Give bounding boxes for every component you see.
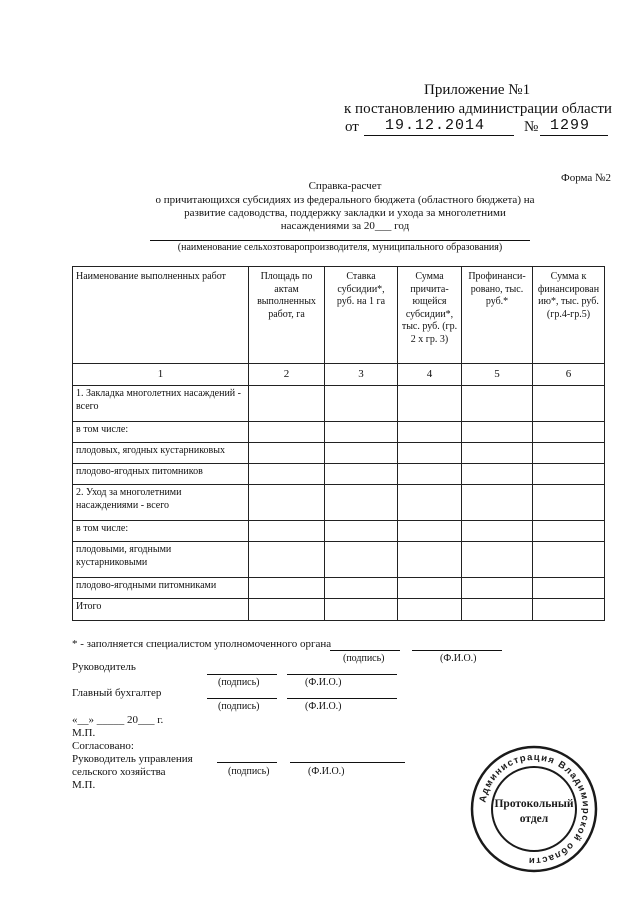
row-label: 2. Уход за многолетними насаждениями - всего <box>73 485 249 521</box>
signature-caption: (подпись) <box>218 701 260 712</box>
form-label: Форма №2 <box>561 172 612 184</box>
agreed-label: Согласовано: <box>72 740 134 752</box>
table-cell[interactable] <box>249 386 325 422</box>
name-caption: (Ф.И.О.) <box>440 653 477 664</box>
table-row <box>73 578 605 599</box>
table-cell[interactable] <box>325 578 398 599</box>
svg-text:Протокольный: Протокольный <box>494 798 574 810</box>
table-cell[interactable] <box>462 422 533 443</box>
table-cell[interactable] <box>462 542 533 578</box>
table-cell[interactable] <box>325 464 398 485</box>
col-header-subsidy: Сумма причита-ющейся субсидии*, тыс. руб. (гр. 2 х гр. 3) <box>398 267 462 364</box>
table-cell[interactable] <box>398 464 462 485</box>
table-cell[interactable] <box>533 542 605 578</box>
table-cell[interactable] <box>533 386 605 422</box>
table-cell[interactable] <box>325 542 398 578</box>
col-header-rate: Ставка субсидии*, руб. на 1 га <box>325 267 398 364</box>
table-cell[interactable] <box>325 599 398 621</box>
column-number: 3 <box>325 364 398 386</box>
head-signature-line[interactable] <box>217 762 277 763</box>
table-cell[interactable] <box>533 521 605 542</box>
svg-text:Администрация Владимирской обл: Администрация Владимирской области <box>477 751 592 867</box>
org-name-line <box>150 240 530 241</box>
table-cell[interactable] <box>462 578 533 599</box>
name-caption: (Ф.И.О.) <box>305 701 342 712</box>
head-label-line1: Руководитель управления <box>72 753 193 765</box>
row-label: плодово-ягодными питомниками <box>73 578 249 599</box>
column-number: 1 <box>73 364 249 386</box>
head-label-line2: сельского хозяйства <box>72 766 166 778</box>
accountant-label: Главный бухгалтер <box>72 687 162 699</box>
appendix-title: Приложение №1 <box>424 82 531 98</box>
table-cell[interactable] <box>533 578 605 599</box>
footnote-name-line[interactable] <box>412 650 502 651</box>
svg-text:отдел: отдел <box>519 813 549 825</box>
column-number: 5 <box>462 364 533 386</box>
director-signature-line[interactable] <box>207 674 277 675</box>
table-row <box>73 386 605 422</box>
column-number-row <box>73 364 605 386</box>
table-cell[interactable] <box>249 521 325 542</box>
number-underline <box>540 135 608 136</box>
table-cell[interactable] <box>462 485 533 521</box>
seal-label: М.П. <box>72 727 96 739</box>
table-cell[interactable] <box>533 464 605 485</box>
column-number: 4 <box>398 364 462 386</box>
table-cell[interactable] <box>533 485 605 521</box>
table-cell[interactable] <box>249 599 325 621</box>
row-label: плодовыми, ягодными кустарниковыми <box>73 542 249 578</box>
row-label: в том числе: <box>73 422 249 443</box>
footnote-signature-line[interactable] <box>330 650 400 651</box>
table-cell[interactable] <box>249 443 325 464</box>
table-cell[interactable] <box>533 422 605 443</box>
name-caption: (Ф.И.О.) <box>305 677 342 688</box>
table-row <box>73 422 605 443</box>
table-row <box>73 485 605 521</box>
stamp-graphic <box>470 745 598 873</box>
table-cell[interactable] <box>462 386 533 422</box>
footnote: * - заполняется специалистом уполномоченного органа <box>72 638 332 650</box>
table-row <box>73 443 605 464</box>
table-cell[interactable] <box>533 443 605 464</box>
col-header-works: Наименование выполненных работ <box>73 267 249 364</box>
row-label: в том числе: <box>73 521 249 542</box>
row-label: плодово-ягодных питомников <box>73 464 249 485</box>
col-header-to-finance: Сумма к финансирован ию*, тыс. руб. (гр.4-гр.5) <box>533 267 605 364</box>
table-cell[interactable] <box>325 485 398 521</box>
column-number: 6 <box>533 364 605 386</box>
official-stamp <box>470 745 598 873</box>
row-label: Итого <box>73 599 249 621</box>
table-cell[interactable] <box>462 443 533 464</box>
accountant-name-line[interactable] <box>287 698 397 699</box>
col-header-financed: Профинанси-ровано, тыс. руб.* <box>462 267 533 364</box>
number-label: № <box>524 119 539 135</box>
resolution-date: 19.12.2014 <box>385 117 486 134</box>
table-cell[interactable] <box>398 599 462 621</box>
table-cell[interactable] <box>398 443 462 464</box>
seal-label-2: М.П. <box>72 779 96 791</box>
date-underline <box>364 135 514 136</box>
accountant-signature-line[interactable] <box>207 698 277 699</box>
table-cell[interactable] <box>325 386 398 422</box>
row-label: плодовых, ягодных кустарниковых <box>73 443 249 464</box>
table-cell[interactable] <box>398 386 462 422</box>
table-cell[interactable] <box>398 578 462 599</box>
signature-caption: (подпись) <box>228 766 270 777</box>
table-cell[interactable] <box>325 422 398 443</box>
name-caption: (Ф.И.О.) <box>308 766 345 777</box>
table-cell[interactable] <box>249 485 325 521</box>
col-header-area: Площадь по актам выполненных работ, га <box>249 267 325 364</box>
table-cell[interactable] <box>462 464 533 485</box>
director-label: Руководитель <box>72 661 136 673</box>
table-row <box>73 464 605 485</box>
doc-subtitle-3: насаждениями за 20___ год <box>280 220 410 232</box>
table-cell[interactable] <box>398 485 462 521</box>
table-row <box>73 521 605 542</box>
director-name-line[interactable] <box>287 674 397 675</box>
table-cell[interactable] <box>325 521 398 542</box>
table-cell[interactable] <box>249 578 325 599</box>
table-cell[interactable] <box>249 542 325 578</box>
doc-subtitle-1: о причитающихся субсидиях из федерального бюджета (областного бюджета) на <box>155 194 535 206</box>
row-label: 1. Закладка многолетних насаждений - всего <box>73 386 249 422</box>
resolution-number: 1299 <box>550 117 591 134</box>
table-header-row <box>73 267 605 364</box>
signature-caption: (подпись) <box>218 677 260 688</box>
table-row <box>73 542 605 578</box>
table-row-total <box>73 599 605 621</box>
resolution-line: к постановлению администрации области <box>344 101 612 117</box>
table-cell[interactable] <box>533 599 605 621</box>
column-number: 2 <box>249 364 325 386</box>
table-cell[interactable] <box>462 599 533 621</box>
subsidy-table <box>72 266 605 621</box>
date-line: «__» _____ 20___ г. <box>72 714 164 726</box>
table-cell[interactable] <box>249 422 325 443</box>
signature-caption: (подпись) <box>343 653 385 664</box>
table-cell[interactable] <box>325 443 398 464</box>
doc-subtitle-2: развитие садоводства, поддержку закладки и ухода за многолетними <box>184 207 506 219</box>
org-caption: (наименование сельхозтоваропроизводителя, муниципального образования) <box>177 242 503 253</box>
table-cell[interactable] <box>398 521 462 542</box>
from-label: от <box>345 119 359 135</box>
doc-title: Справка-расчет <box>308 180 382 192</box>
head-name-line[interactable] <box>290 762 405 763</box>
table-cell[interactable] <box>462 521 533 542</box>
table-cell[interactable] <box>398 542 462 578</box>
table-cell[interactable] <box>249 464 325 485</box>
table-cell[interactable] <box>398 422 462 443</box>
